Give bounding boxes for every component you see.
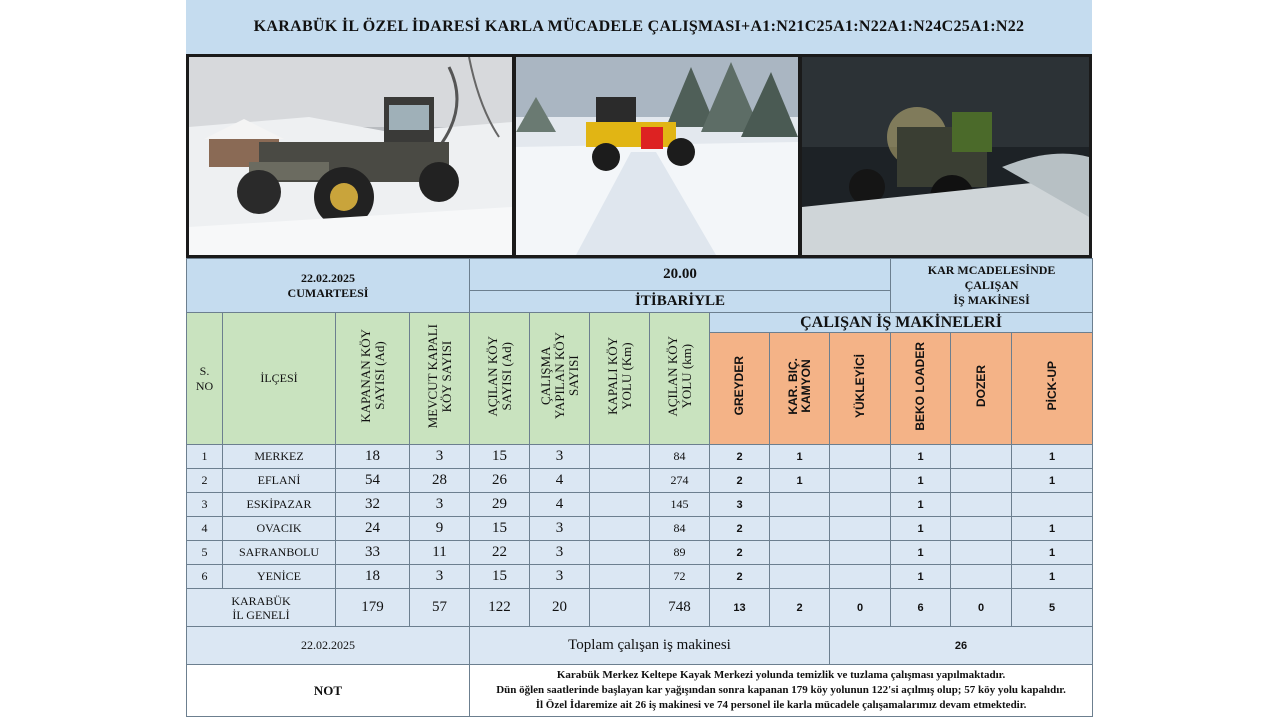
cell-closed-km	[590, 565, 650, 589]
table-row	[187, 469, 1093, 493]
total-worked: 20	[530, 589, 590, 627]
total-label: KARABÜK İL GENELİ	[187, 589, 336, 627]
col-worked-villages: ÇALIŞMA YAPILAN KÖY SAYISI	[530, 313, 590, 445]
cell-closed: 18	[336, 565, 410, 589]
col-closed-villages: KAPANAN KÖY SAYISI (Ad)	[336, 313, 410, 445]
cell-closed: 32	[336, 493, 410, 517]
col-closed-road: KAPALI KÖY YOLU (Km)	[590, 313, 650, 445]
cell-greyder: 2	[710, 541, 770, 565]
total-current: 57	[410, 589, 470, 627]
summary-value: 26	[830, 627, 1093, 665]
cell-beko: 1	[891, 565, 951, 589]
cell-dozer	[951, 445, 1012, 469]
cell-current: 9	[410, 517, 470, 541]
cell-current: 3	[410, 445, 470, 469]
cell-district: OVACIK	[223, 517, 336, 541]
cell-yukleyici	[830, 469, 891, 493]
cell-no: 3	[187, 493, 223, 517]
cell-opened: 26	[470, 469, 530, 493]
cell-closed-km	[590, 541, 650, 565]
header-day: CUMARTEESİ	[287, 285, 369, 300]
header-machines-title: KAR MCADELESİNDE ÇALIŞAN İŞ MAKİNESİ	[891, 259, 1093, 313]
cell-opened-km: 84	[650, 517, 710, 541]
cell-closed: 33	[336, 541, 410, 565]
cell-dozer	[951, 517, 1012, 541]
cell-district: ESKİPAZAR	[223, 493, 336, 517]
cell-kamyon: 1	[770, 445, 830, 469]
col-current-closed: MEVCUT KAPALI KÖY SAYISI	[410, 313, 470, 445]
total-beko: 6	[891, 589, 951, 627]
col-opened-road: AÇILAN KÖY YOLU (km)	[650, 313, 710, 445]
total-opened-km: 748	[650, 589, 710, 627]
photo-grader-forest	[516, 57, 798, 255]
col-kamyon: KAR. BIÇ. KAMYON	[770, 333, 830, 445]
cell-opened-km: 84	[650, 445, 710, 469]
report-title: KARABÜK İL ÖZEL İDARESİ KARLA MÜCADELE ÇALIŞMASI+A1:N21C25A1:N22A1:N24C25A1:N22	[186, 0, 1092, 55]
cell-opened: 22	[470, 541, 530, 565]
note-line-1: Karabük Merkez Keltepe Kayak Merkezi yolunda temizlik ve tuzlama çalışması yapılmaktadır.	[556, 669, 1006, 681]
cell-dozer	[951, 469, 1012, 493]
col-sno: S. NO	[187, 313, 223, 445]
summary-row	[187, 627, 1093, 665]
cell-no: 1	[187, 445, 223, 469]
photo-grader-night	[802, 57, 1089, 255]
cell-opened: 15	[470, 517, 530, 541]
cell-pickup	[1012, 493, 1093, 517]
col-pickup: PİCK-UP	[1012, 333, 1093, 445]
table-row	[187, 445, 1093, 469]
cell-closed: 54	[336, 469, 410, 493]
cell-worked: 3	[530, 565, 590, 589]
cell-pickup: 1	[1012, 517, 1093, 541]
cell-greyder: 2	[710, 565, 770, 589]
header-date-cell	[187, 259, 470, 313]
total-row	[187, 589, 1093, 627]
cell-worked: 3	[530, 517, 590, 541]
note-text	[470, 665, 1093, 717]
total-greyder: 13	[710, 589, 770, 627]
cell-dozer	[951, 541, 1012, 565]
cell-no: 6	[187, 565, 223, 589]
cell-closed-km	[590, 517, 650, 541]
photo-strip	[186, 54, 1092, 258]
cell-kamyon	[770, 493, 830, 517]
cell-closed: 18	[336, 445, 410, 469]
cell-yukleyici	[830, 565, 891, 589]
cell-opened: 29	[470, 493, 530, 517]
col-yukleyici: YÜKLEYİCİ	[830, 333, 891, 445]
summary-label: Toplam çalışan iş makinesi	[470, 627, 830, 665]
cell-district: SAFRANBOLU	[223, 541, 336, 565]
cell-pickup: 1	[1012, 541, 1093, 565]
cell-yukleyici	[830, 493, 891, 517]
cell-worked: 4	[530, 493, 590, 517]
note-line-2: Dün öğlen saatlerinde başlayan kar yağışından sonra kapanan 179 köy yolunun 122'si açılmış olup; 57 köy yolu kapalıdır.	[496, 684, 1066, 696]
cell-current: 11	[410, 541, 470, 565]
cell-worked: 3	[530, 541, 590, 565]
cell-no: 4	[187, 517, 223, 541]
snow-report-table	[186, 258, 1093, 717]
cell-closed-km	[590, 493, 650, 517]
cell-kamyon	[770, 565, 830, 589]
cell-district: MERKEZ	[223, 445, 336, 469]
total-pickup: 5	[1012, 589, 1093, 627]
col-opened-villages: AÇILAN KÖY SAYISI (Ad)	[470, 313, 530, 445]
cell-district: YENİCE	[223, 565, 336, 589]
total-opened: 122	[470, 589, 530, 627]
note-line-3: İl Özel İdaremize ait 26 iş makinesi ve 74 personel ile karla mücadele çalışamalarımız devam etmektedir.	[535, 699, 1027, 711]
header-as-of: İTİBARİYLE	[470, 291, 891, 313]
note-label: NOT	[187, 665, 470, 717]
col-beko: BEKO LOADER	[891, 333, 951, 445]
cell-no: 2	[187, 469, 223, 493]
total-yukleyici: 0	[830, 589, 891, 627]
cell-beko: 1	[891, 445, 951, 469]
total-closed: 179	[336, 589, 410, 627]
cell-worked: 3	[530, 445, 590, 469]
cell-closed-km	[590, 469, 650, 493]
cell-opened-km: 72	[650, 565, 710, 589]
col-dozer: DOZER	[951, 333, 1012, 445]
header-time: 20.00	[470, 259, 891, 291]
cell-dozer	[951, 493, 1012, 517]
cell-greyder: 2	[710, 469, 770, 493]
cell-pickup: 1	[1012, 469, 1093, 493]
cell-beko: 1	[891, 517, 951, 541]
col-greyder: GREYDER	[710, 333, 770, 445]
cell-dozer	[951, 565, 1012, 589]
col-district: İLÇESİ	[223, 313, 336, 445]
cell-worked: 4	[530, 469, 590, 493]
cell-beko: 1	[891, 469, 951, 493]
total-closed-km	[590, 589, 650, 627]
photo-grader-house	[189, 57, 512, 255]
cell-beko: 1	[891, 541, 951, 565]
cell-yukleyici	[830, 541, 891, 565]
cell-opened-km: 145	[650, 493, 710, 517]
cell-pickup: 1	[1012, 565, 1093, 589]
header-date: 22.02.2025	[301, 270, 355, 285]
table-row	[187, 565, 1093, 589]
table-row	[187, 541, 1093, 565]
total-dozer: 0	[951, 589, 1012, 627]
cell-yukleyici	[830, 517, 891, 541]
table-row	[187, 493, 1093, 517]
summary-date: 22.02.2025	[187, 627, 470, 665]
cell-current: 3	[410, 565, 470, 589]
note-row	[187, 665, 1093, 717]
cell-kamyon: 1	[770, 469, 830, 493]
cell-no: 5	[187, 541, 223, 565]
cell-kamyon	[770, 517, 830, 541]
cell-greyder: 2	[710, 517, 770, 541]
cell-district: EFLANİ	[223, 469, 336, 493]
table-row	[187, 517, 1093, 541]
cell-greyder: 3	[710, 493, 770, 517]
cell-beko: 1	[891, 493, 951, 517]
cell-pickup: 1	[1012, 445, 1093, 469]
cell-opened: 15	[470, 565, 530, 589]
working-machines-title: ÇALIŞAN İŞ MAKİNELERİ	[710, 313, 1093, 333]
cell-opened-km: 89	[650, 541, 710, 565]
total-kamyon: 2	[770, 589, 830, 627]
cell-kamyon	[770, 541, 830, 565]
cell-closed: 24	[336, 517, 410, 541]
cell-opened-km: 274	[650, 469, 710, 493]
cell-current: 3	[410, 493, 470, 517]
cell-opened: 15	[470, 445, 530, 469]
cell-greyder: 2	[710, 445, 770, 469]
cell-yukleyici	[830, 445, 891, 469]
cell-closed-km	[590, 445, 650, 469]
cell-current: 28	[410, 469, 470, 493]
report-sheet	[186, 0, 1092, 720]
